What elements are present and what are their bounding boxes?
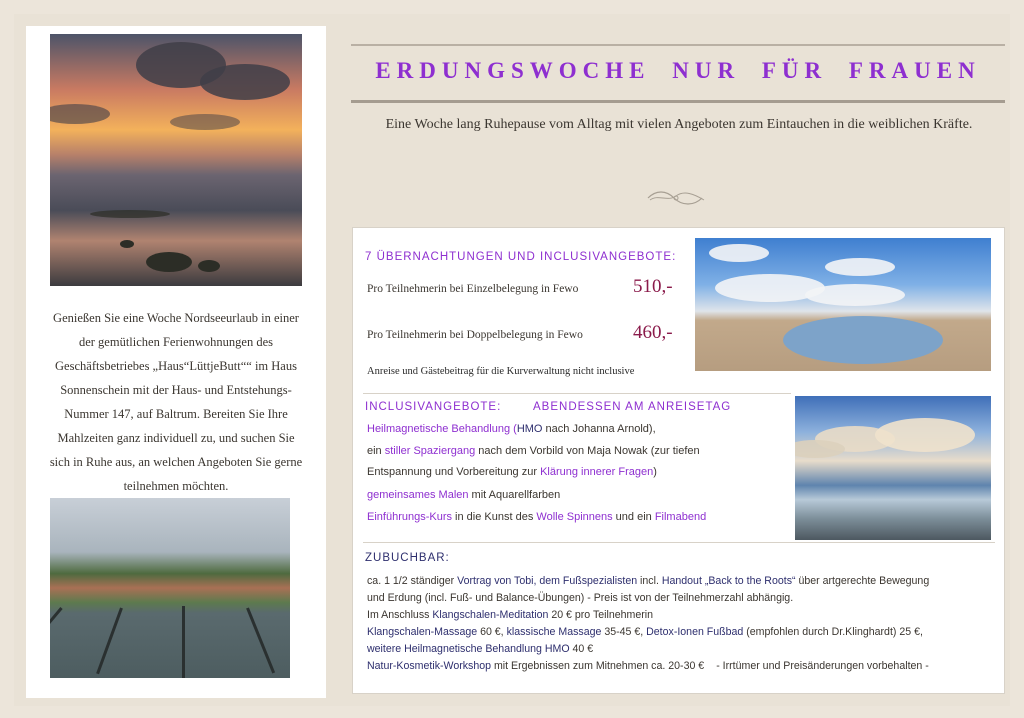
addon-item-massages: Klangschalen-Massage 60 €, klassische Massage 35-45 €, Detox-Ionen Fußbad (empfohlen durch Dr.Klinghardt) 25 €,	[367, 626, 923, 638]
addon-item-cosmetics: Natur-Kosmetik-Workshop mit Ergebnissen zum Mitnehmen ca. 20-30 € - Irrtümer und Preisänderungen vorbehalten -	[367, 660, 929, 672]
header-rule-top	[351, 44, 1005, 46]
inclusive-item-walk: ein stiller Spaziergang nach dem Vorbild von Maja Nowak (zur tiefen	[367, 445, 700, 457]
addon-item-lecture-cont: und Erdung (incl. Fuß- und Balance-Übungen) - Preis ist von der Teilnehmerzahl abhängig.	[367, 592, 794, 604]
inclusive-heading-dinner: ABENDESSEN AM ANREISETAG	[533, 401, 732, 413]
intro-text: Genießen Sie eine Woche Nordseeurlaub in einer der gemütlichen Ferienwohnungen des Geschäftsbetriebes „Haus“LüttjeButt““ im Haus Sonnenschein mit der Haus- und Entstehungs-Nummer 147, auf Baltrum. Bereiten Sie Ihre Mahlzeiten ganz individuell zu, und suchen Sie sich in Ruhe aus, an welchen Angeboten Sie gerne teilnehmen möchten.	[49, 311, 303, 493]
price-double-value: 460,-	[633, 322, 673, 343]
inclusive-item-painting: gemeinsames Malen mit Aquarellfarben	[367, 489, 561, 501]
addon-item-hmo: weitere Heilmagnetische Behandlung HMO 40 €	[367, 643, 594, 655]
sea-clouds-photo	[795, 396, 991, 540]
price-single-value: 510,-	[633, 276, 673, 297]
sunset-beach-photo	[50, 34, 302, 286]
left-column	[26, 26, 326, 698]
section-divider	[363, 542, 995, 543]
price-single-label: Pro Teilnehmerin bei Einzelbelegung in Fewo	[367, 283, 579, 295]
prices-heading: 7 ÜBERNACHTUNGEN UND INCLUSIVANGEBOTE:	[365, 251, 677, 263]
price-double-label: Pro Teilnehmerin bei Doppelbelegung in Fewo	[367, 329, 583, 341]
inclusive-item-spinning: Einführungs-Kurs in die Kunst des Wolle Spinnens und ein Filmabend	[367, 511, 707, 523]
prices-note: Anreise und Gästebeitrag für die Kurverwaltung nicht inclusive	[367, 366, 635, 377]
offer-content-box	[352, 227, 1005, 694]
flourish-ornament-icon	[644, 188, 708, 208]
aerial-island-photo	[50, 498, 290, 678]
addon-item-meditation: Im Anschluss Klangschalen-Meditation 20 € pro Teilnehmerin	[367, 609, 654, 621]
page-title: ERDUNGSWOCHE NUR FÜR FRAUEN	[375, 58, 981, 83]
beach-tidepool-photo	[695, 238, 991, 371]
inclusive-item-walk-cont: Entspannung und Vorbereitung zur Klärung innerer Fragen)	[367, 466, 657, 478]
section-divider	[363, 393, 791, 394]
inclusive-item-hmo: Heilmagnetische Behandlung (HMO nach Johanna Arnold),	[367, 423, 656, 435]
page-subtitle: Eine Woche lang Ruhepause vom Alltag mit vielen Angeboten zum Eintauchen in die weiblichen Kräfte.	[385, 117, 973, 132]
addon-heading: ZUBUCHBAR:	[365, 552, 450, 564]
disclaimer-text: - Irrtümer und Preisänderungen vorbehalten -	[716, 660, 929, 672]
inclusive-heading: INCLUSIVANGEBOTE:	[365, 401, 502, 413]
header-rule-bottom	[351, 100, 1005, 103]
addon-item-lecture: ca. 1 1/2 ständiger Vortrag von Tobi, dem Fußspezialisten incl. Handout „Back to the Roots“ über artgerechte Bewegung	[367, 575, 930, 587]
